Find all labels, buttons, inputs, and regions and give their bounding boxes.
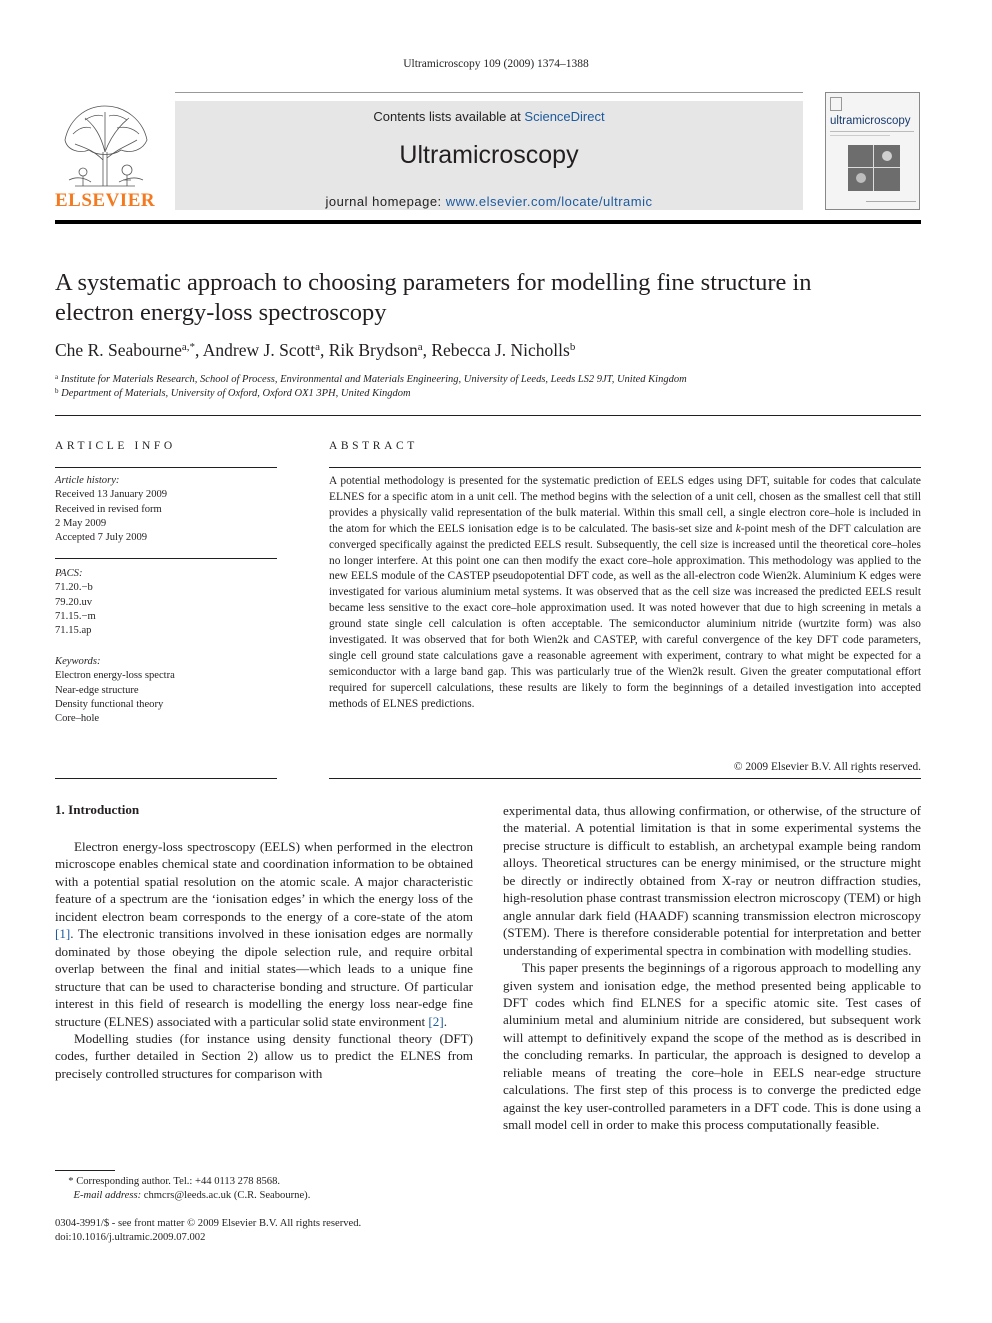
body-column-left (55, 838, 473, 1082)
pacs-label: PACS: (55, 568, 83, 579)
doi-line[interactable]: doi:10.1016/j.ultramic.2009.07.002 (55, 1232, 206, 1243)
cover-grid-line (848, 167, 900, 168)
section-heading: 1. Introduction (55, 802, 140, 817)
running-head: Ultramicroscopy 109 (2009) 1374–1388 (403, 58, 589, 70)
email-footnote (55, 1189, 473, 1203)
author-name[interactable]: Andrew J. Scott (202, 340, 316, 360)
publisher-wordmark: ELSEVIER (55, 190, 156, 211)
history-entry: 2 May 2009 (55, 517, 107, 529)
keywords-label: Keywords: (55, 656, 101, 667)
author-name[interactable]: Che R. Seabourne (55, 340, 182, 360)
footnote-text: Corresponding author. Tel.: +44 0113 278 8568. (76, 1176, 281, 1187)
paper-title-line: A systematic approach to choosing parameters for modelling fine structure in (55, 269, 812, 296)
affiliation-mark: b (55, 387, 59, 395)
history-entry: Received in revised form (55, 503, 162, 515)
article-info-rule (55, 778, 277, 779)
keyword: Core–hole (55, 713, 100, 725)
email-label: E-mail address: (73, 1190, 142, 1201)
affiliation-mark: a (55, 373, 59, 381)
cover-spot (882, 151, 892, 161)
affiliation (55, 387, 921, 399)
author-affiliation-mark: a,* (181, 341, 195, 353)
body-paragraph (55, 838, 473, 1030)
email-suffix: (C.R. Seabourne). (233, 1190, 311, 1201)
author-name[interactable]: Rebecca J. Nicholls (431, 340, 570, 360)
abstract-heading: ABSTRACT (329, 440, 418, 452)
author-affiliation-mark: b (569, 341, 576, 353)
article-history (55, 474, 277, 545)
cover-footer-line (866, 201, 916, 202)
article-info-rule (55, 558, 277, 559)
paragraph-text: Electron energy-loss spectroscopy (EELS) when performed in the electron microscope enables chemical state and coordination information to be obtained with a potential spatial resolution on the atomic scale. A major characteristic feature of a spectrum are the ‘ionisation edges’ in which the energy loss of the incident electron beam corresponds to the energy of a core-state of the atom (55, 839, 473, 924)
abstract-text-part: A potential methodology is presented for the systematic prediction of EELS edges using DFT, suitable for codes that calculate ELNES for a specific atom in a unit cell. The method begins with the selection of a unit cell, chosen as the smallest cell that still provides a physically valid representation of the bulk material. Within this small cell, a single electron core–hole is included in the atom for which the EELS ionisation edge is to be calculated. The basis-set size and (329, 475, 921, 535)
abstract-copyright: © 2009 Elsevier B.V. All rights reserved. (733, 761, 921, 773)
homepage-prefix: journal homepage: (325, 194, 446, 209)
journal-title: Ultramicroscopy (399, 141, 579, 169)
journal-homepage-link[interactable]: www.elsevier.com/locate/ultramic (445, 194, 653, 209)
cover-logo-icon (830, 97, 842, 111)
abstract-rule (329, 778, 921, 779)
keyword: Near-edge structure (55, 684, 139, 696)
sciencedirect-link[interactable]: ScienceDirect (524, 109, 605, 124)
paper-title-line: electron energy-loss spectroscopy (55, 299, 387, 326)
affiliation-text: Department of Materials, University of Oxford, Oxford OX1 3PH, United Kingdom (61, 388, 411, 399)
abstract-italic-k: k (735, 522, 741, 535)
contents-line (175, 109, 803, 124)
pacs-code: 79.20.uv (55, 596, 93, 608)
reference-link[interactable]: [2] (428, 1013, 444, 1029)
article-info-heading: ARTICLE INFO (55, 440, 176, 452)
cover-divider (830, 135, 890, 136)
pacs-list (55, 567, 277, 638)
paper-title (55, 268, 921, 328)
abstract-text (329, 474, 921, 713)
header-rule (55, 220, 921, 224)
journal-cover-thumbnail (825, 92, 920, 210)
reference-link[interactable]: [1] (55, 926, 71, 942)
author-list: Che R. Seabourne$^{a,*}$, Andrew J. Scott$^a$, Rik Brydson$^a$, Rebecca J. Nicholls$^b$ (55, 340, 576, 360)
body-column-right (503, 802, 921, 1134)
affiliation-text: Institute for Materials Research, School of Process, Environmental and Materials Engineering, University of Leeds, Leeds LS2 9JT, United Kingdom (60, 374, 687, 385)
pacs-code: 71.20.−b (55, 582, 93, 594)
corresponding-author-footnote: * Corresponding author. Tel.: +44 0113 278 8568. (55, 1176, 281, 1187)
email-link[interactable]: chmcrs@leeds.ac.uk (143, 1190, 232, 1201)
article-info-rule (55, 467, 277, 468)
author-affiliation-mark: a (315, 341, 320, 353)
cover-title: ultramicroscopy (830, 115, 911, 127)
paragraph-text: . The electronic transitions involved in these ionisation edges are normally dominated by those obeying the dipole selection rule, and require orbital overlap between the final and initial states—which leads to a unique fine structure that can be used to characterise bonding and structure. Of particular interest in this field of research is modelling the energy loss near-edge fine structure (ELNES) associated with a particular solid state environment (55, 926, 473, 1029)
pacs-code: 71.15.ap (55, 625, 92, 637)
cover-grid-line (873, 145, 874, 191)
pacs-code: 71.15.−m (55, 610, 96, 622)
article-history-label: Article history: (55, 475, 120, 486)
affiliation (55, 373, 921, 385)
footnote-rule (55, 1170, 115, 1171)
title-rule (55, 415, 921, 416)
issn-line: 0304-3991/$ - see front matter © 2009 Elsevier B.V. All rights reserved. (55, 1218, 362, 1229)
cover-divider (830, 131, 914, 132)
history-entry: Received 13 January 2009 (55, 489, 168, 501)
homepage-line (175, 194, 803, 209)
author-affiliation-mark: a (417, 341, 423, 353)
abstract-rule (329, 467, 921, 468)
keywords-list (55, 655, 277, 726)
abstract-text-part: -point mesh of the DFT calculation are converged specifically against the predicted EELS result. Subsequently, the cell size is increased until the theoretical core–holes no longer interfere. At this point one can then modify the exact core–hole approximation. This methodology was applied to the new EELS module of the CASTEP pseudopotential DFT code, as well as the all-electron code Wien2k. Aluminium K edges were investigated for various aluminium metal systems. It was observed that as the cell size was increased the predicted EELS result became less sensitive to the exact core–hole approximation used. It was noted however that due to high screening in metals a ground state single cell calculation is often acceptable. The semiconductor aluminium nitride (wurtzite form) was also investigated. It was observed that for both Wien2k and CASTEP, with careful convergence of the key DFT code parameters, single cell ground state calculations gave a reasonable agreement with experiment, contrary to what might be expected for a semiconductor with a large band gap. This was particularly true of the Wien2k result. Given the greater computational effort required for supercell calculations, these results are likely to form the beginnings of a detailed investigation into accepted methods of ELNES predictions. (329, 522, 921, 710)
history-entry: Accepted 7 July 2009 (55, 532, 148, 544)
keyword: Density functional theory (55, 698, 164, 710)
author-name[interactable]: Rik Brydson (328, 340, 418, 360)
keyword: Electron energy-loss spectra (55, 670, 175, 682)
journal-masthead (175, 101, 803, 210)
body-paragraph: Modelling studies (for instance using density functional theory (DFT) codes, further detailed in Section 2) allow us to predict the ELNES from precisely controlled structures for comparison with (55, 1030, 473, 1081)
body-paragraph: This paper presents the beginnings of a rigorous approach to modelling any given system and ionisation edge, the method presented being applicable to DFT codes which find ELNES for a specific atomic site. Test cases of aluminium metal and aluminium nitride are considered, but subsequent work will attempt to definitively expand the scope of the method as is described in the concluding remarks. In particular, the approach is designed to develop a reliable means of treating the core–hole in EELS near-edge structure calculations. The first step of this process is to converge the predicted edge against the key user-controlled parameters in a DFT code. This is done using a small model cell in order to make this process computationally feasible. (503, 960, 921, 1133)
body-paragraph: experimental data, thus allowing confirmation, or otherwise, of the structure of the material. A potential limitation is that in some experimental systems the precise structure is difficult to establish, an archetypal example being random alloys. Theoretical structures can be energy minimised, or the structure might be directly or indirectly obtained from X-ray or neutron diffraction studies, high-resolution phase contrast transmission electron microscopy (TEM) or high angle annular dark field (HAADF) scanning transmission electron microscopy (STEM). There is therefore considerable potential for interpretation and better understanding of experimental spectra in combination with modelling studies. (503, 803, 921, 958)
cover-image (848, 145, 900, 191)
cover-spot (856, 173, 866, 183)
paragraph-text: . (443, 1013, 447, 1029)
contents-prefix: Contents lists available at (373, 109, 525, 124)
masthead-rule (175, 92, 803, 93)
